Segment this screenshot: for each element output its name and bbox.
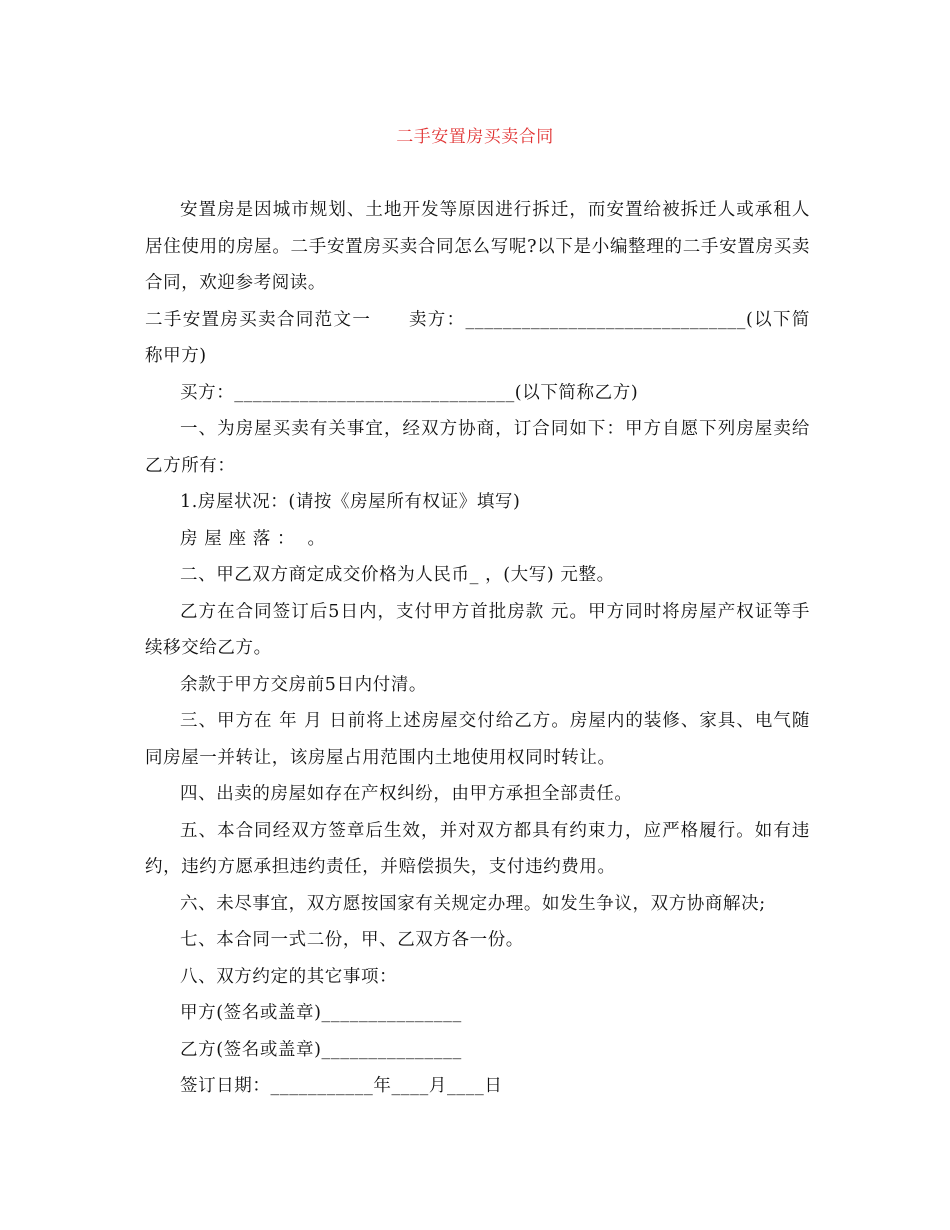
signature-party-a: 甲方(签名或盖章)_______________	[180, 1003, 462, 1023]
paragraph-clause-5: 五、本合同经双方签章后生效，并对双方都具有约束力，应严格履行。如有违约，违约方愿承担违约责任，并赔偿损失，支付违约费用。	[145, 820, 810, 877]
paragraph-clause-8: 八、双方约定的其它事项：	[180, 966, 398, 987]
paragraph-house-status: 1.房屋状况：(请按《房屋所有权证》填写)	[180, 492, 521, 512]
paragraph-clause-2: 二、甲乙双方商定成交价格为人民币_ ，(大写) 元整。	[180, 565, 615, 585]
paragraph-buyer: 买方：______________________________(以下简称乙方)	[180, 382, 639, 403]
paragraph-intro: 安置房是因城市规划、土地开发等原因进行拆迁，而安置给被拆迁人或承租人居住使用的房屋。二手安置房买卖合同怎么写呢?以下是小编整理的二手安置房买卖合同，欢迎参考阅读。	[145, 200, 810, 293]
paragraph-clause-1: 一、为房屋买卖有关事宜，经双方协商，订合同如下：甲方自愿下列房屋卖给乙方所有：	[145, 419, 810, 476]
paragraph-first-payment: 乙方在合同签订后5日内，支付甲方首批房款 元。甲方同时将房屋产权证等手续移交给乙方。	[145, 601, 810, 658]
document-title: 二手安置房买卖合同	[396, 127, 554, 147]
paragraph-clause-6: 六、未尽事宜，双方愿按国家有关规定办理。如发生争议，双方协商解决;	[180, 893, 766, 914]
signature-party-b: 乙方(签名或盖章)_______________	[180, 1039, 462, 1060]
paragraph-balance: 余款于甲方交房前5日内付清。	[180, 674, 428, 695]
paragraph-clause-3: 三、甲方在 年 月 日前将上述房屋交付给乙方。房屋内的装修、家具、电气随同房屋一并转让，该房屋占用范围内土地使用权同时转让。	[145, 711, 810, 768]
signing-date: 签订日期：___________年____月____日	[180, 1076, 503, 1096]
document-body	[145, 192, 810, 1105]
paragraph-house-location: 房 屋 座 落 ： 。	[180, 528, 326, 549]
paragraph-clause-7: 七、本合同一式二份，甲、乙双方各一份。	[180, 930, 524, 950]
paragraph-seller: 二手安置房买卖合同范文一 卖方：______________________________(以下简称甲方)	[145, 309, 810, 366]
paragraph-clause-4: 四、出卖的房屋如存在产权纠纷，由甲方承担全部责任。	[180, 784, 633, 804]
